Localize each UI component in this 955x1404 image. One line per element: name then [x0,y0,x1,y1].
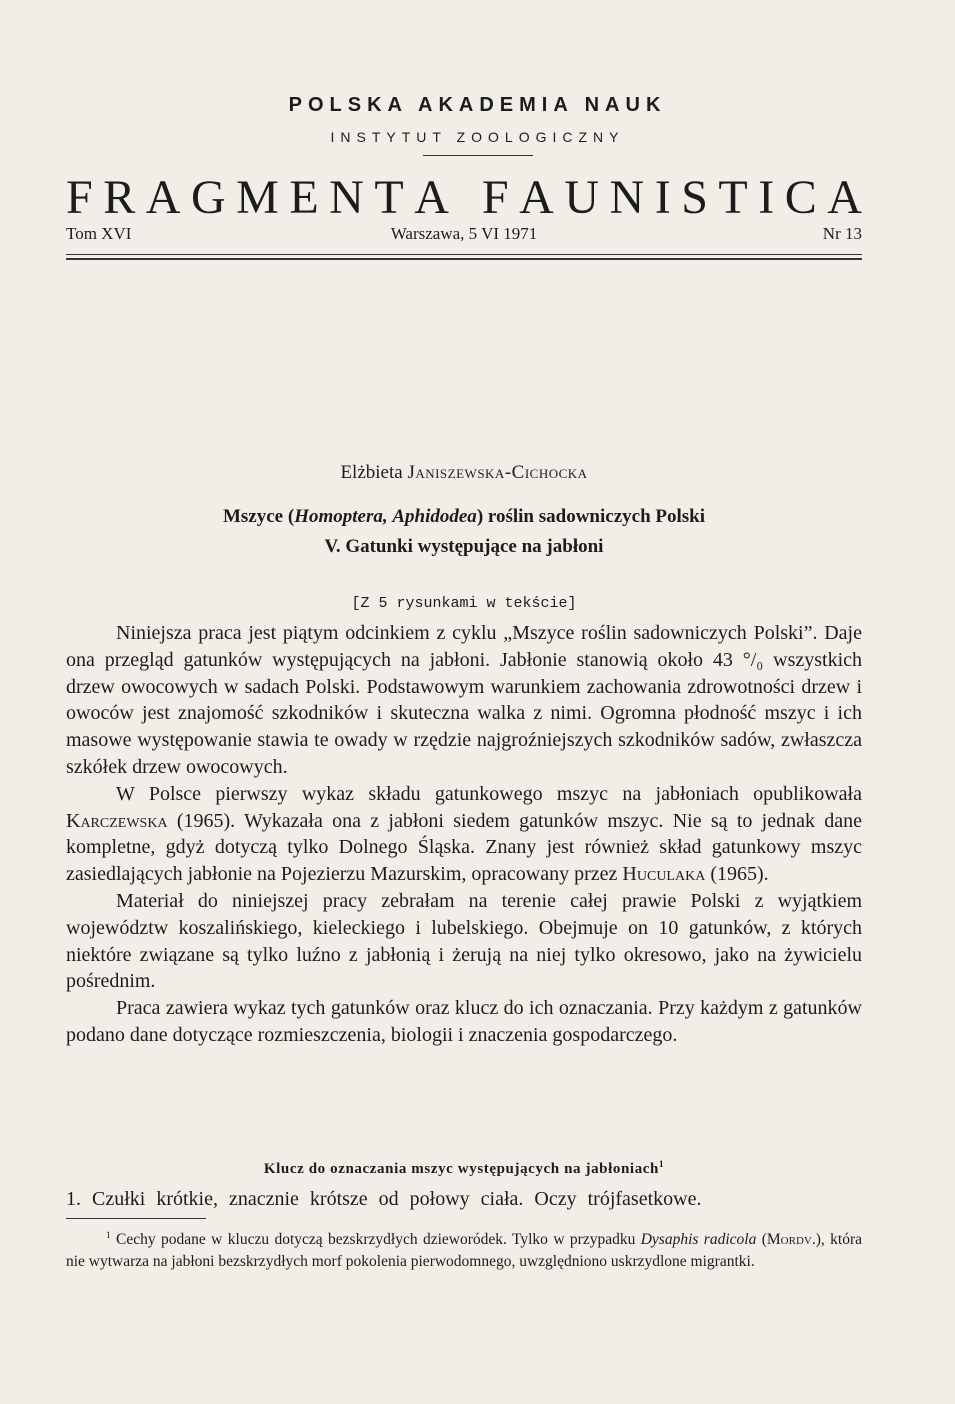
key-heading [66,1159,862,1178]
author-last-name: Janiszewska-Cichocka [407,462,588,483]
text-run: (1965). Wykazała ona z jabłoni siedem gatunków mszyc. Nie są to jednak dane kompletne, gdyż dotyczą tylko Dolnego Śląska. Znany jest również skład gatunkowy mszyc zasiedlających jabłonie na Pojezierzu Mazurskim, opracowany przez [66,809,862,886]
title-letter: A [827,171,862,224]
title-letter: A [519,171,554,224]
journal-title [66,170,862,226]
article-title [66,502,862,562]
title-letter: F [481,171,509,224]
taxon-authority: Mordv. [766,1231,816,1249]
article-author [66,462,862,484]
title-letter: S [681,171,708,224]
title-letter: T [374,171,404,224]
figures-note: [Z 5 rysunkami w tekście] [351,595,577,612]
footnote-rule [66,1218,206,1219]
volume-label: Tom XVI [66,224,132,243]
text-run: W Polsce pierwszy wykaz składu gatunkowego mszyc na jabłoniach opublikowała [116,782,862,805]
article-body [66,620,862,1049]
footnote-ref: 1 [659,1159,665,1169]
title-letter: F [66,171,93,224]
title-part: ) roślin sadowniczych Polski [476,506,706,527]
title-letter: I [654,171,671,224]
title-letter: G [190,171,226,224]
title-line-1 [66,502,862,532]
header-rule-thin [66,254,862,255]
title-letter: E [289,171,319,224]
title-line-2: V. Gatunki występujące na jabłoni [324,536,604,557]
paragraph-3: Materiał do niniejszej pracy zebrałam na terenie całej prawie Polski z wyjątkiem województw koszalińskiego, kieleckiego i lubelskiego. Obejmuje on 10 gatunków, z których niektóre związane są tylko luźno z jabłonią i żerują na niej tylko okresowo, jako na żywicielu pośrednim. [66,889,862,993]
title-letter: N [329,171,364,224]
title-letter: C [784,171,817,224]
paragraph-1: Niniejsza praca jest piątym odcinkiem z cyklu „Mszyce roślin sadowniczych Polski”. Daje ona przegląd gatunków występujących na jabłoni. Jabłonie stanowią około 43 °/₀ wszystkich drzew owocowych w sadach Polski. Podstawowym warunkiem zachowania zdrowotności drzew i owoców jest znajomość szkodników i skuteczna walka z nimi. Ogromna płodność mszyc i ich masowe występowanie stawia te owady w rzędzie najgroźniejszych szkodników sadów, zwłaszcza szkółek drzew owocowych. [66,622,862,778]
text-run: (1965). [705,863,769,886]
academy-name: POLSKA AKADEMIA NAUK [288,94,667,116]
publication-date: Warszawa, 5 VI 1971 [390,224,538,243]
title-letter: T [718,171,748,224]
footnote-marker: 1 [106,1231,111,1241]
title-letter: A [414,171,449,224]
species-name: Dysaphis radicola [640,1231,757,1249]
footnote [66,1226,862,1272]
header-rule-thick [66,258,862,260]
title-part: Mszyce ( [222,506,295,527]
header-short-rule [423,155,533,156]
title-letter: N [609,171,645,224]
text-run: ( [756,1231,767,1249]
title-taxon-superfamily: Aphidodea [392,506,477,527]
citation-author: Huculaka [622,863,706,886]
key-line-1: 1. Czułki krótkie, znacznie krótsze od połowy ciała. Oczy trójfasetkowe. [66,1188,702,1210]
paragraph-4: Praca zawiera wykaz tych gatunków oraz klucz do ich oznaczania. Przy każdym z gatunków podano dane dotyczące rozmieszczenia, biologii i znaczenia gospodarczego. [66,997,862,1046]
author-first-name: Elżbieta [340,462,403,483]
issue-number: Nr 13 [822,224,862,243]
paragraph-2 [66,781,862,888]
text-run: Cechy podane w kluczu dotyczą bezskrzydłych dzieworódek. Tylko w przypadku [116,1231,641,1249]
citation-author: Karczewska [66,809,168,832]
title-letter: R [103,171,136,224]
key-heading-text: Klucz do oznaczania mszyc występujących na jabłoniach [263,1161,659,1177]
title-taxon-order: Homoptera, [294,506,388,527]
institute-name: INSTYTUT ZOOLOGICZNY [330,129,625,145]
title-letter: I [758,171,775,224]
title-letter: U [564,171,599,224]
title-space [459,170,471,226]
text-run: ), która nie wytwarza na jabłoni bezskrzydłych morf pokolenia pierwodomnego, uwzględniono uskrzydlone migrantki. [66,1231,862,1270]
title-letter: M [236,171,279,224]
title-letter: A [145,171,181,224]
